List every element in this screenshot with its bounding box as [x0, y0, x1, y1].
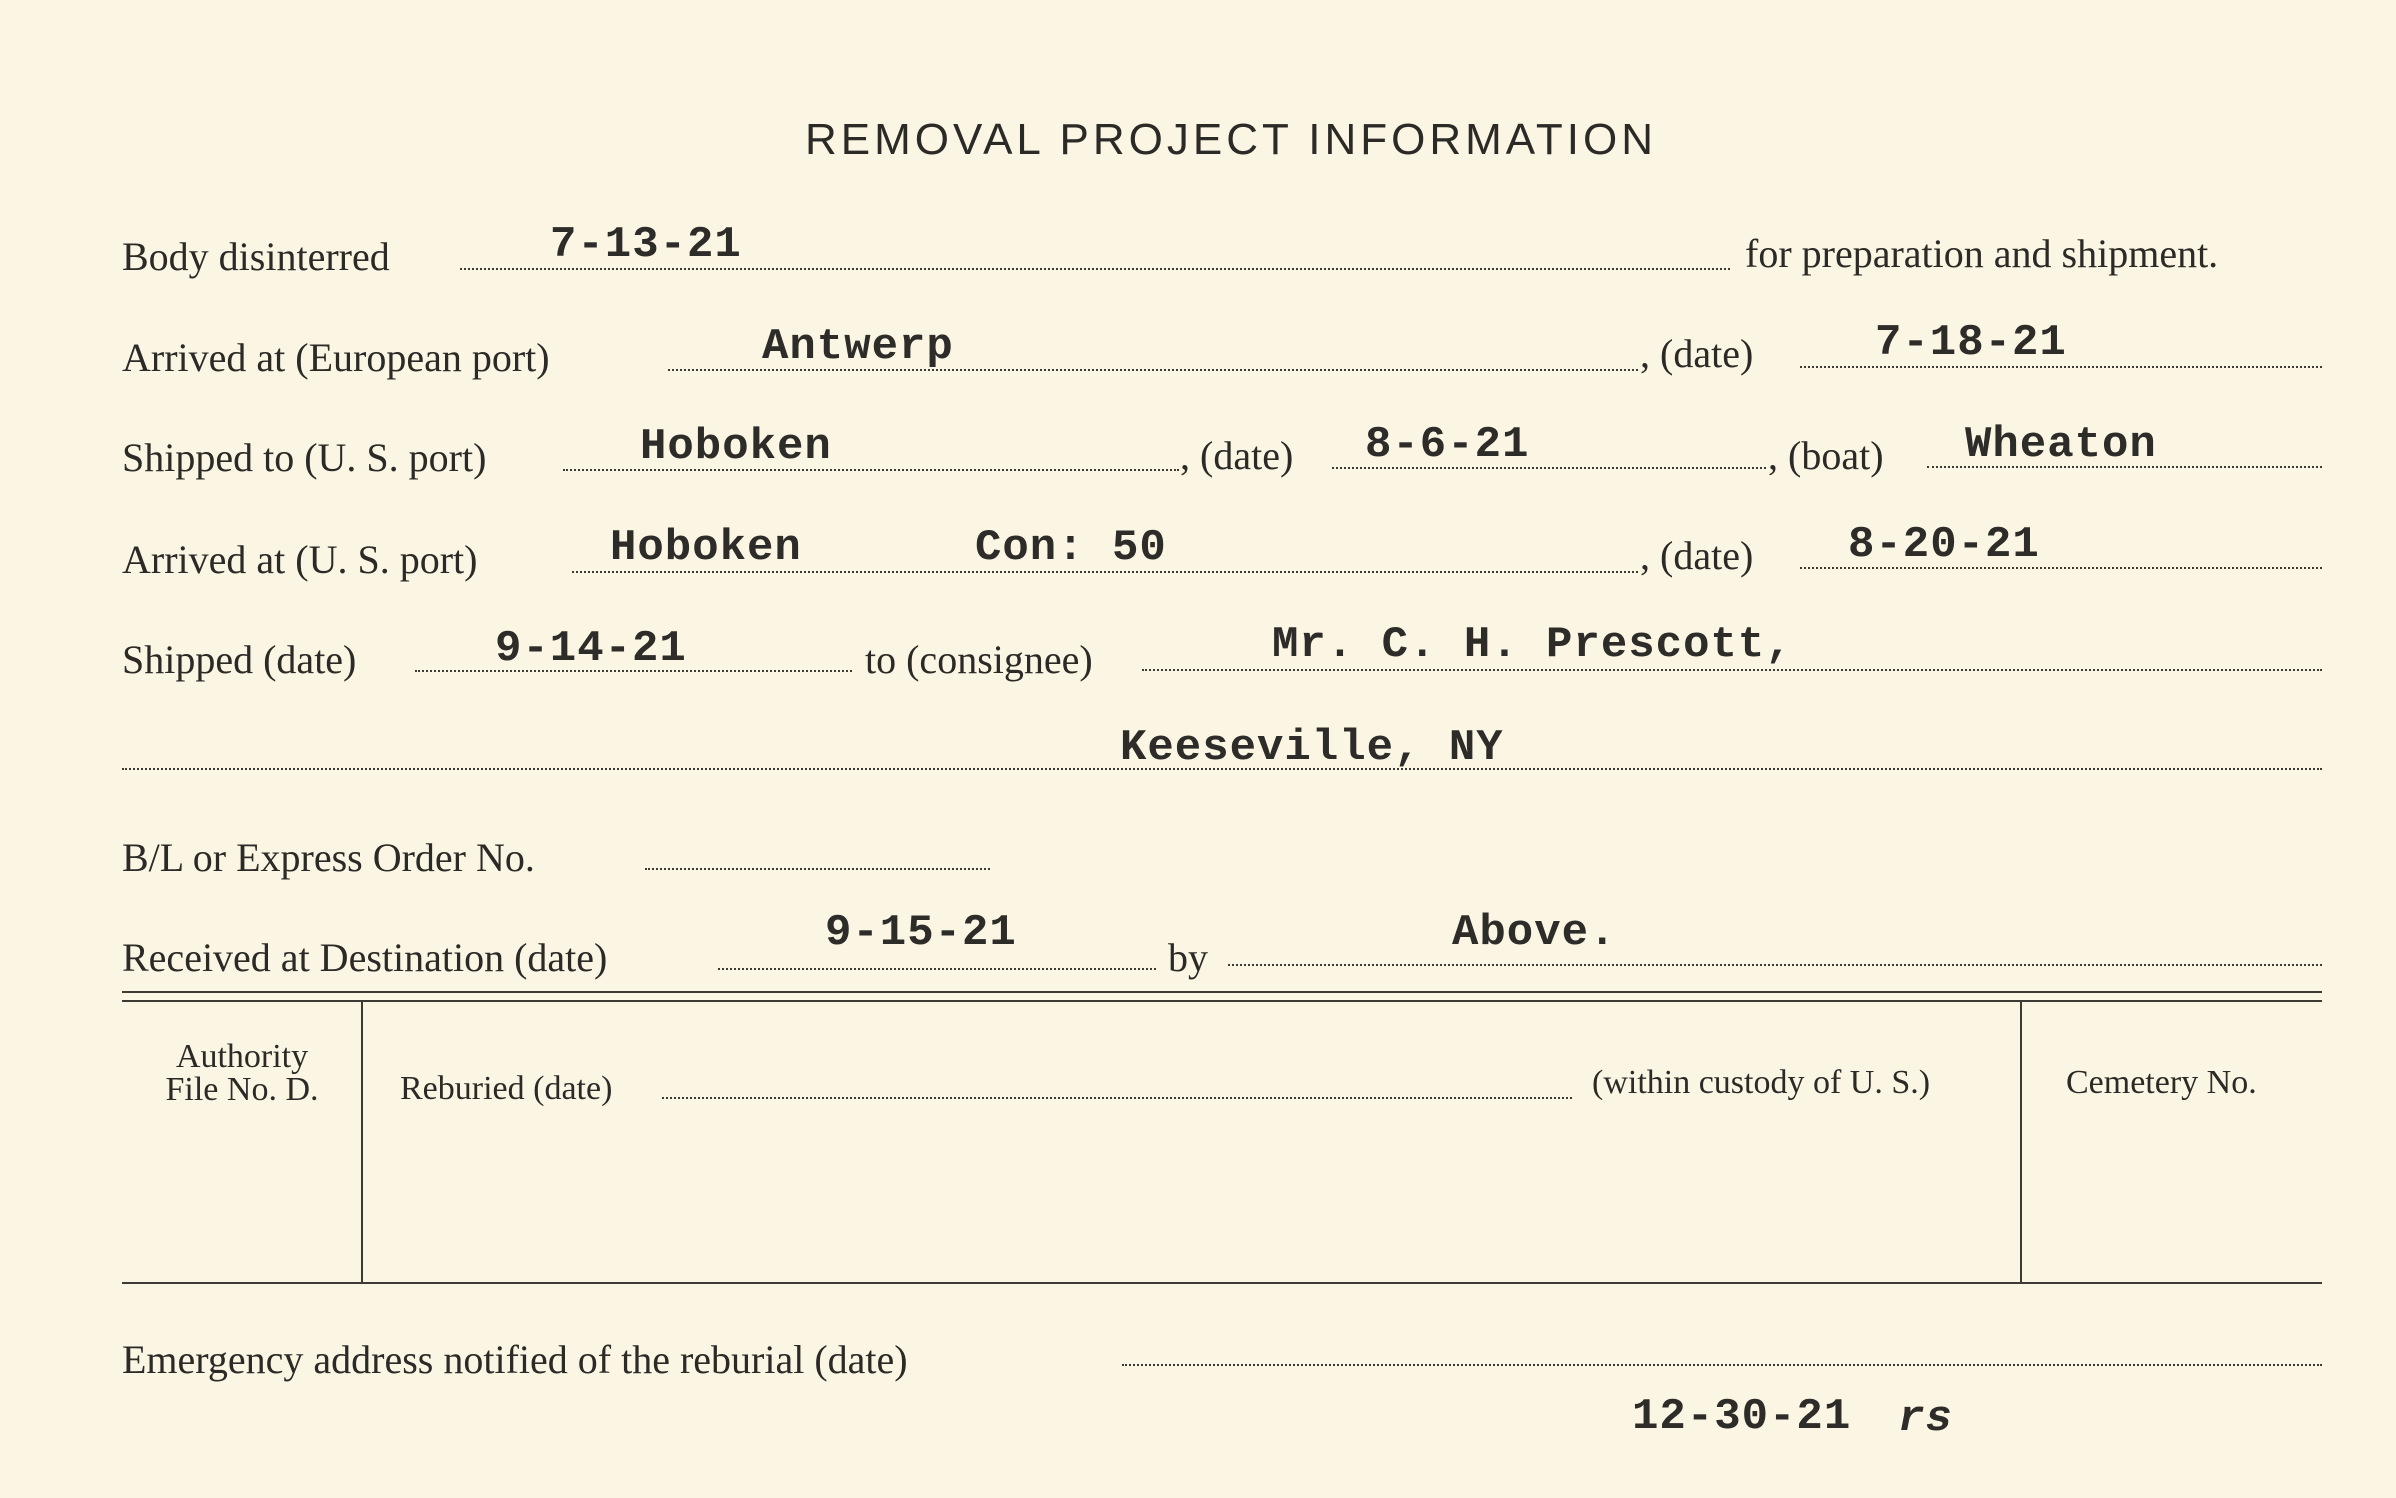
rule-bl-express: [645, 868, 990, 870]
value-european-date: 7-18-21: [1875, 318, 2067, 368]
value-boat: Wheaton: [1965, 420, 2157, 470]
divider-top-1: [122, 991, 2322, 993]
value-consignee-address: Keeseville, NY: [1120, 723, 1504, 773]
value-european-port: Antwerp: [762, 322, 954, 372]
value-container: Con: 50: [975, 523, 1167, 573]
value-us-port-shipped: Hoboken: [640, 422, 832, 472]
label-arrived-us: Arrived at (U. S. port): [122, 537, 478, 582]
label-boat: , (boat): [1768, 433, 1884, 478]
value-us-port-arrived: Hoboken: [610, 523, 802, 573]
label-cemetery-no: Cemetery No.: [2066, 1064, 2257, 1101]
label-shipped-date: , (date): [1180, 433, 1294, 478]
label-arrived-date: , (date): [1640, 533, 1754, 578]
label-body-disinterred: Body disinterred: [122, 234, 390, 279]
label-shipped-consignee: Shipped (date): [122, 637, 357, 682]
label-reburied: Reburied (date): [400, 1070, 613, 1107]
value-disinterred-date: 7-13-21: [550, 220, 742, 270]
label-by: by: [1168, 935, 1208, 980]
label-file-no: File No. D.: [165, 1071, 319, 1108]
label-european-date: , (date): [1640, 331, 1754, 376]
label-authority: Authority: [175, 1038, 309, 1075]
label-for-preparation: for preparation and shipment.: [1745, 231, 2219, 276]
label-shipped-to-us: Shipped to (U. S. port): [122, 435, 487, 480]
value-shipped-date: 8-6-21: [1365, 420, 1530, 470]
divider-bottom: [122, 1282, 2322, 1284]
label-to-consignee: to (consignee): [865, 637, 1093, 682]
label-within-custody: (within custody of U. S.): [1592, 1064, 1931, 1101]
page-title: REMOVAL PROJECT INFORMATION: [805, 115, 1657, 164]
divider-top-2: [122, 1000, 2322, 1002]
value-arrived-date: 8-20-21: [1848, 520, 2040, 570]
value-emergency-date: 12-30-21: [1632, 1392, 1852, 1442]
label-arrived-european: Arrived at (European port): [122, 335, 550, 380]
rule-reburied: [662, 1097, 1572, 1099]
rule-emergency: [1122, 1364, 2322, 1366]
label-bl-express: B/L or Express Order No.: [122, 835, 535, 880]
value-initials: rs: [1898, 1394, 1953, 1444]
value-received-date: 9-15-21: [825, 908, 1017, 958]
value-consignee-name: Mr. C. H. Prescott,: [1272, 620, 1793, 670]
value-consignee-date: 9-14-21: [495, 624, 687, 674]
rule-received-date: [718, 968, 1156, 970]
divider-cemetery: [2020, 1002, 2022, 1282]
value-received-by: Above.: [1452, 908, 1617, 958]
label-received-dest: Received at Destination (date): [122, 935, 608, 980]
rule-received-by: [1228, 964, 2322, 966]
label-emergency: Emergency address notified of the reburial (date): [122, 1337, 908, 1382]
